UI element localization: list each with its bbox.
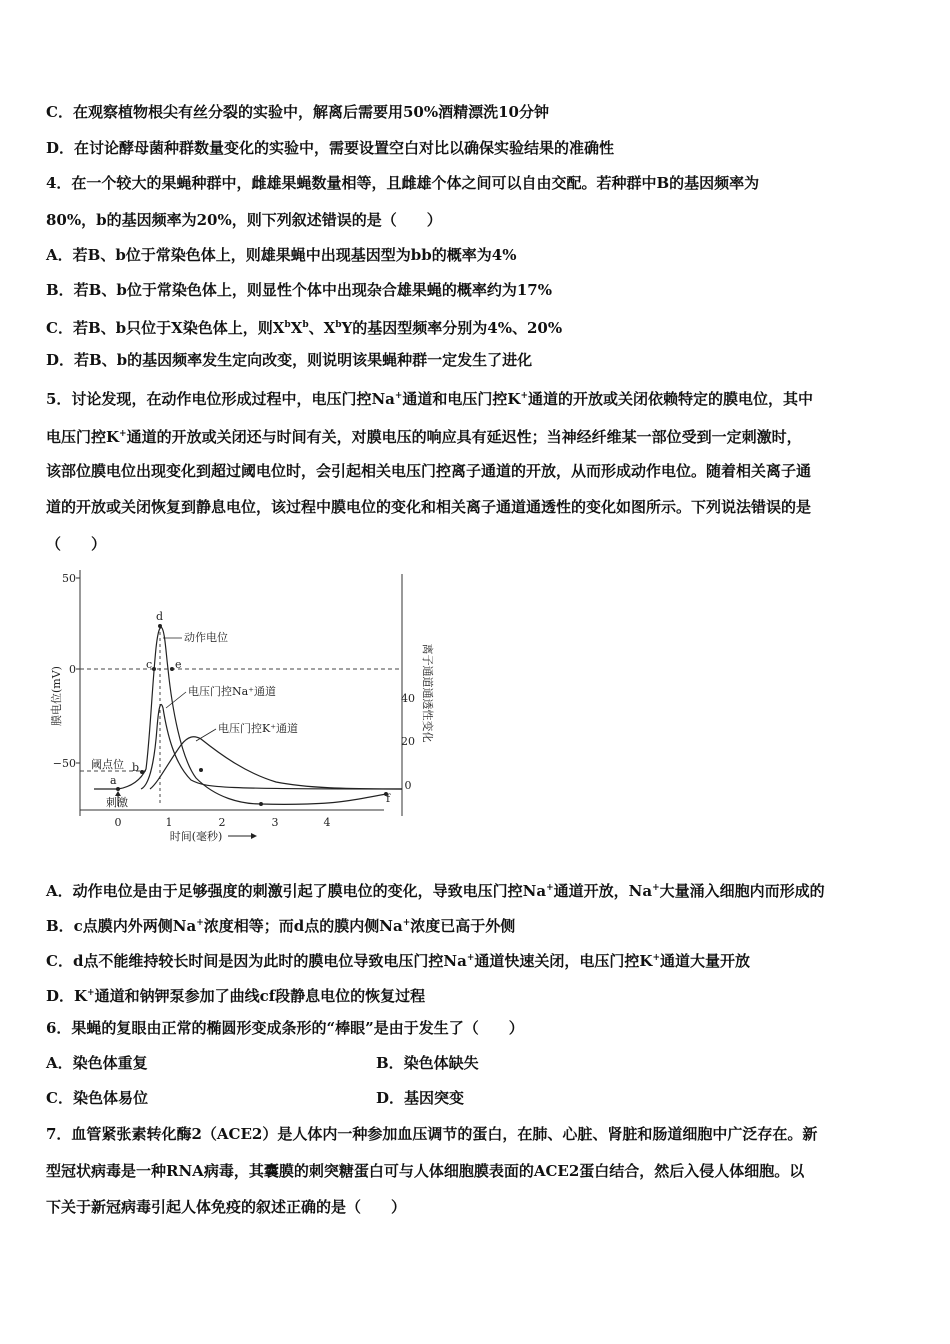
text-line: C．在观察植物根尖有丝分裂的实验中，解离后需要用50%酒精漂洗10分钟 (46, 103, 549, 121)
question-6-stem: 6．果蝇的复眼由正常的椭圆形变成条形的“棒眼”是由于发生了（ ） (46, 1019, 524, 1037)
x-tick: 2 (218, 816, 226, 829)
x-tick: 3 (271, 816, 279, 829)
question-7-stem: 7．血管紧张素转化酶2（ACE2）是人体内一种参加血压调节的蛋白，在肺、心脏、肾脏和肠道细胞中广泛存在。新 (46, 1125, 818, 1143)
y-left-tick: 50 (62, 572, 76, 585)
y-left-tick: −50 (52, 757, 76, 770)
y-right-tick: 0 (404, 779, 412, 792)
option-b: B．c点膜内外两侧Na+浓度相等；而d点的膜内侧Na+浓度已高于外侧 (46, 917, 516, 935)
membrane-potential-figure (46, 558, 434, 848)
point-label-a: a (110, 774, 117, 787)
label-action-potential: 动作电位 (184, 631, 228, 644)
option-b: B．染色体缺失 (376, 1054, 479, 1072)
option-a: A．动作电位是由于足够强度的刺激引起了膜电位的变化，导致电压门控Na+通道开放，Na+大量涌入细胞内而形成的 (46, 882, 825, 900)
option-b: B．若B、b位于常染色体上，则显性个体中出现杂合雄果蝇的概率约为17% (46, 281, 552, 299)
x-tick: 0 (114, 816, 122, 829)
point-label-c: c (146, 658, 153, 671)
text-line: D．在讨论酵母菌种群数量变化的实验中，需要设置空白对比以确保实验结果的准确性 (46, 139, 615, 157)
option-c: C．d点不能维持较长时间是因为此时的膜电位导致电压门控Na+通道快速关闭，电压门控K+通道大量开放 (46, 952, 751, 970)
text-line: 道的开放或关闭恢复到静息电位，该过程中膜电位的变化和相关离子通道通透性的变化如图所示。下列说法错误的是 (46, 498, 812, 516)
x-label: 时间(毫秒) (169, 830, 223, 843)
option-c: C．若B、b只位于X染色体上，则$X^bX^b$、$X^bY$的基因型频率分别为4%、20% (46, 319, 563, 337)
y-right-tick: 20 (401, 735, 415, 748)
option-d: D．K+通道和钠钾泵参加了曲线cf段静息电位的恢复过程 (46, 987, 426, 1005)
label-threshold: 阈点位 (91, 758, 124, 771)
option-d: D．基因突变 (376, 1089, 465, 1107)
point-label-f: f (386, 792, 391, 805)
y-right-tick: 40 (401, 692, 415, 705)
label-k-channel: 电压门控K⁺通道 (218, 722, 299, 735)
text-line: 80%，b的基因频率为20%，则下列叙述错误的是（ ） (46, 211, 442, 229)
point-label-b: b (132, 761, 140, 774)
text-line: 下关于新冠病毒引起人体免疫的叙述正确的是（ ） (46, 1198, 407, 1216)
option-d: D．若B、b的基因频率发生定向改变，则说明该果蝇种群一定发生了进化 (46, 351, 533, 369)
action-potential-curve (94, 628, 386, 805)
answer-blank: （ ） (46, 535, 107, 553)
text-line: 型冠状病毒是一种RNA病毒，其囊膜的刺突糖蛋白可与人体细胞膜表面的ACE2蛋白结合，然后入侵人体细胞。以 (46, 1162, 805, 1180)
y-left-label: 膜电位(mV) (50, 666, 63, 726)
text-line: 该部位膜电位出现变化到超过阈电位时，会引起相关电压门控离子通道的开放，从而形成动作电位。随着相关离子通 (46, 462, 812, 480)
y-right-label: 离子通道通透性变化 (421, 643, 434, 743)
point-label-d: d (156, 610, 164, 623)
option-a: A．若B、b位于常染色体上，则雄果蝇中出现基因型为bb的概率为4% (46, 246, 517, 264)
label-stimulus: 刺激 (106, 796, 128, 809)
text-line: 电压门控K+通道的开放或关闭还与时间有关，对膜电压的响应具有延迟性；当神经纤维某一部位受到一定刺激时， (46, 428, 802, 446)
x-tick: 4 (323, 816, 331, 829)
y-left-tick: 0 (69, 663, 76, 676)
question-5-stem: 5．讨论发现，在动作电位形成过程中，电压门控Na+通道和电压门控K+通道的开放或关闭依赖特定的膜电位，其中 (46, 390, 814, 408)
option-a: A．染色体重复 (46, 1054, 148, 1072)
point-label-e: e (175, 658, 182, 671)
x-tick: 1 (165, 816, 173, 829)
option-c: C．染色体易位 (46, 1089, 148, 1107)
label-na-channel: 电压门控Na⁺通道 (188, 685, 276, 698)
question-4-stem: 4．在一个较大的果蝇种群中，雌雄果蝇数量相等，且雌雄个体之间可以自由交配。若种群中B的基因频率为 (46, 174, 760, 192)
